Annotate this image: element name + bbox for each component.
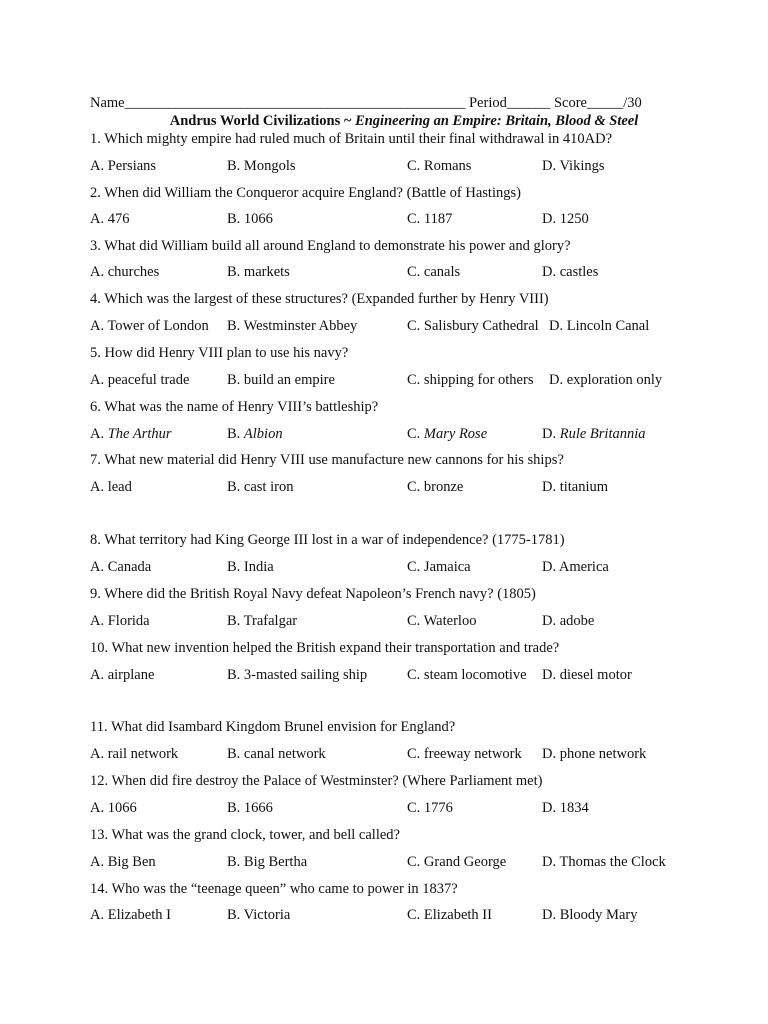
option-d: D. phone network <box>542 746 647 762</box>
question-14: 14. Who was the “teenage queen” who came to power in 1837? <box>90 881 458 897</box>
option-b: B. 1666 <box>227 800 273 816</box>
option-c: C. freeway network <box>407 746 522 762</box>
option-c: C. Elizabeth II <box>407 907 492 923</box>
question-2-options <box>90 210 730 228</box>
option-c: C. Grand George <box>407 854 507 870</box>
option-d: D. Thomas the Clock <box>542 854 666 870</box>
question-5-options <box>90 371 730 389</box>
option-b: B. Victoria <box>227 907 291 923</box>
option-c: C. bronze <box>407 479 464 495</box>
option-a: A. Canada <box>90 559 152 575</box>
question-6-options <box>90 425 730 443</box>
option-d: D. adobe <box>542 613 595 629</box>
option-b: B. Big Bertha <box>227 854 308 870</box>
option-c: C. Romans <box>407 158 472 174</box>
option-c-letter: C. <box>407 426 424 442</box>
option-a: A. rail network <box>90 746 179 762</box>
option-c <box>407 425 487 443</box>
option-b: B. 3-masted sailing ship <box>227 667 368 683</box>
question-7: 7. What new material did Henry VIII use manufacture new cannons for his ships? <box>90 452 564 468</box>
option-b-letter: B. <box>227 426 244 442</box>
option-b: B. Westminster Abbey <box>227 318 358 334</box>
option-a: A. Big Ben <box>90 854 156 870</box>
option-c: C. shipping for others <box>407 372 534 388</box>
option-c: C. 1187 <box>407 211 453 227</box>
option-d: D. Vikings <box>542 158 605 174</box>
option-d: D. castles <box>542 264 599 280</box>
unit-title: Engineering an Empire: Britain, Blood & Steel <box>355 113 639 129</box>
option-c: C. steam locomotive <box>407 667 527 683</box>
option-d-letter: D. <box>542 426 560 442</box>
option-b: B. build an empire <box>227 372 335 388</box>
option-d: D. titanium <box>542 479 609 495</box>
question-8: 8. What territory had King George III lost in a war of independence? (1775-1781) <box>90 532 565 548</box>
option-b: B. Mongols <box>227 158 296 174</box>
question-13: 13. What was the grand clock, tower, and bell called? <box>90 827 400 843</box>
option-c-text: Mary Rose <box>423 426 488 442</box>
option-c: C. Waterloo <box>407 613 477 629</box>
option-b: B. markets <box>227 264 290 280</box>
course-title: Andrus World Civilizations ~ <box>169 113 356 129</box>
option-a: A. Florida <box>90 613 150 629</box>
option-a: A. Tower of London <box>90 318 209 334</box>
question-9: 9. Where did the British Royal Navy defeat Napoleon’s French navy? (1805) <box>90 586 536 602</box>
question-2: 2. When did William the Conqueror acquire England? (Battle of Hastings) <box>90 185 521 201</box>
question-3-options <box>90 263 730 281</box>
option-a-text: The Arthur <box>107 426 172 442</box>
option-d <box>542 425 646 443</box>
option-b-text: Albion <box>243 426 283 442</box>
question-14-options <box>90 906 730 924</box>
question-4: 4. Which was the largest of these structures? (Expanded further by Henry VIII) <box>90 291 549 307</box>
option-a: A. churches <box>90 264 160 280</box>
question-10: 10. What new invention helped the British expand their transportation and trade? <box>90 640 560 656</box>
option-d: D. Bloody Mary <box>542 907 638 923</box>
option-a: A. airplane <box>90 667 155 683</box>
option-b <box>227 425 283 443</box>
option-d: D. diesel motor <box>542 667 632 683</box>
option-b: B. canal network <box>227 746 326 762</box>
option-b: B. 1066 <box>227 211 273 227</box>
question-9-options <box>90 612 730 630</box>
question-12-options <box>90 799 730 817</box>
option-d: D. exploration only <box>549 372 663 388</box>
name-period-score-line: Name_______________________________________________ Period______ Score_____/30 <box>90 95 642 111</box>
option-a: A. 1066 <box>90 800 137 816</box>
option-b: B. Trafalgar <box>227 613 298 629</box>
option-b: B. cast iron <box>227 479 294 495</box>
question-10-options <box>90 666 730 684</box>
worksheet-title <box>0 112 768 130</box>
option-b: B. India <box>227 559 274 575</box>
option-a: A. Persians <box>90 158 157 174</box>
question-8-options <box>90 558 730 576</box>
option-c: C. Salisbury Cathedral <box>407 318 539 334</box>
option-a <box>90 425 172 443</box>
question-11: 11. What did Isambard Kingdom Brunel envision for England? <box>90 719 456 735</box>
option-d: D. Lincoln Canal <box>549 318 650 334</box>
option-d: D. 1250 <box>542 211 589 227</box>
question-12: 12. When did fire destroy the Palace of Westminster? (Where Parliament met) <box>90 773 543 789</box>
option-c: C. 1776 <box>407 800 453 816</box>
option-a: A. lead <box>90 479 132 495</box>
option-a-letter: A. <box>90 426 108 442</box>
question-13-options <box>90 853 730 871</box>
question-3: 3. What did William build all around England to demonstrate his power and glory? <box>90 238 571 254</box>
option-a: A. peaceful trade <box>90 372 190 388</box>
option-d: D. 1834 <box>542 800 589 816</box>
question-4-options <box>90 317 730 335</box>
question-11-options <box>90 745 730 763</box>
option-a: A. 476 <box>90 211 130 227</box>
option-d: D. America <box>542 559 609 575</box>
option-c: C. canals <box>407 264 461 280</box>
question-5: 5. How did Henry VIII plan to use his navy? <box>90 345 349 361</box>
question-1-options <box>90 157 730 175</box>
question-6: 6. What was the name of Henry VIII’s battleship? <box>90 399 379 415</box>
option-d-text: Rule Britannia <box>559 426 646 442</box>
option-c: C. Jamaica <box>407 559 471 575</box>
question-7-options <box>90 478 730 496</box>
option-a: A. Elizabeth I <box>90 907 171 923</box>
question-1: 1. Which mighty empire had ruled much of Britain until their final withdrawal in 410AD? <box>90 131 613 147</box>
